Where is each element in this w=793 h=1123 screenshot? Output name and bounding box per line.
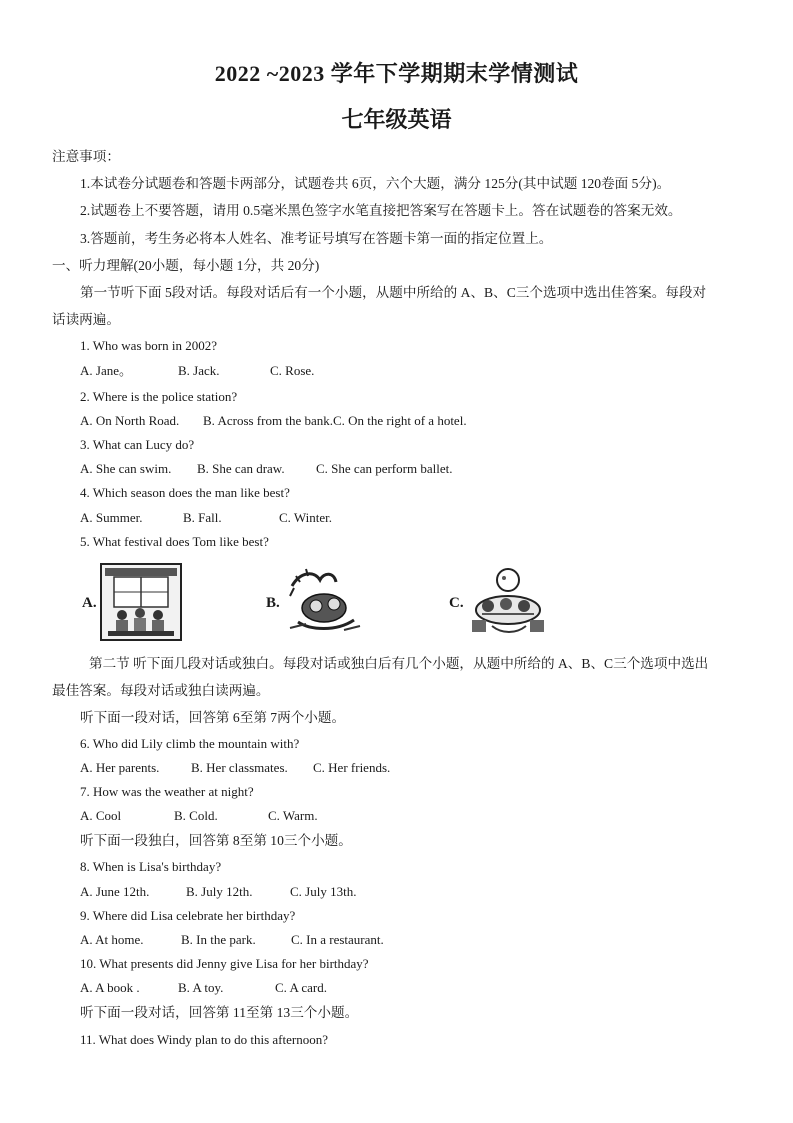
option-a: A. Summer.: [80, 510, 143, 525]
option-b: B. Her classmates.: [191, 760, 288, 775]
option-b-c: B. Across from the bank.C. On the right of a hotel.: [203, 413, 467, 428]
option-b: B. Jack.: [178, 363, 220, 378]
question-stem: 4. Which season does the man like best?: [80, 485, 290, 500]
picture-label-c: C.: [449, 595, 464, 611]
question-stem: 6. Who did Lily climb the mountain with?: [80, 736, 300, 751]
question-stem: 10. What presents did Jenny give Lisa for her birthday?: [80, 956, 369, 971]
option-a: A. Jane。: [80, 363, 132, 378]
notice-heading: 注意事项：: [52, 149, 120, 164]
dialogue-intro: 听下面一段对话，回答第 6至第 7两个小题。: [80, 710, 346, 725]
question-stem: 7. How was the weather at night?: [80, 784, 254, 799]
option-c: C. Rose.: [270, 363, 315, 378]
festival-picture-c: [468, 566, 548, 638]
dialogue-intro: 听下面一段对话，回答第 11至第 13三个小题。: [80, 1005, 359, 1020]
notice-item: 1.本试卷分试题卷和答题卡两部分，试题卷共 6页，六个大题，满分 125分(其中试题 120卷面 5分)。: [80, 176, 671, 191]
question-stem: 1. Who was born in 2002?: [80, 338, 217, 353]
option-c: C. July 13th.: [290, 884, 357, 899]
option-c: C. Her friends.: [313, 760, 391, 775]
section1-instruction: 第一节听下面 5段对话。每段对话后有一个小题，从题中所给的 A、B、C三个选项中选出佳答案。每段对: [80, 285, 707, 300]
option-a: A. Her parents.: [80, 760, 160, 775]
option-c: C. Warm.: [268, 808, 318, 823]
question-stem: 11. What does Windy plan to do this afternoon?: [80, 1032, 328, 1047]
option-b: B. She can draw.: [197, 461, 285, 476]
option-b: B. Fall.: [183, 510, 222, 525]
option-c: C. Winter.: [279, 510, 333, 525]
monologue-intro: 听下面一段独白，回答第 8至第 10三个小题。: [80, 833, 352, 848]
question-stem: 9. Where did Lisa celebrate her birthday?: [80, 908, 296, 923]
question-stem: 8. When is Lisa's birthday?: [80, 859, 222, 874]
option-a: A. On North Road.: [80, 413, 180, 428]
festival-picture-a: [100, 563, 182, 641]
option-a: A. At home.: [80, 932, 144, 947]
option-a: A. June 12th.: [80, 884, 150, 899]
exam-subtitle: 七年级英语: [341, 107, 452, 132]
festival-picture-b: [284, 566, 364, 638]
section2-instruction-cont: 最佳答案。每段对话或独白读两遍。: [52, 683, 270, 698]
question-stem: 5. What festival does Tom like best?: [80, 534, 269, 549]
question-stem: 2. Where is the police station?: [80, 389, 238, 404]
option-b: B. July 12th.: [186, 884, 253, 899]
option-a: A. She can swim.: [80, 461, 172, 476]
exam-title: 2022 ~2023 学年下学期期末学情测试: [214, 61, 579, 86]
option-b: B. A toy.: [178, 980, 224, 995]
picture-label-a: A.: [82, 595, 97, 611]
section2-instruction: 第二节 听下面几段对话或独白。每段对话或独白后有几个小题，从题中所给的 A、B、C三个选项中选出: [89, 656, 709, 671]
option-c: C. In a restaurant.: [291, 932, 384, 947]
picture-label-b: B.: [266, 595, 280, 611]
notice-item: 3.答题前，考生务必将本人姓名、准考证号填写在答题卡第一面的指定位置上。: [80, 231, 553, 246]
option-b: B. Cold.: [174, 808, 218, 823]
part1-heading: 一、听力理解(20小题，每小题 1分，共 20分): [52, 258, 320, 273]
option-a: A. Cool: [80, 808, 122, 823]
section1-instruction-cont: 话读两遍。: [52, 312, 120, 327]
option-c: C. She can perform ballet.: [316, 461, 453, 476]
option-c: C. A card.: [275, 980, 327, 995]
option-b: B. In the park.: [181, 932, 256, 947]
option-a: A. A book .: [80, 980, 140, 995]
notice-item: 2.试题卷上不要答题，请用 0.5毫米黑色签字水笔直接把答案写在答题卡上。答在试题卷的答案无效。: [80, 203, 682, 218]
question-stem: 3. What can Lucy do?: [80, 437, 195, 452]
